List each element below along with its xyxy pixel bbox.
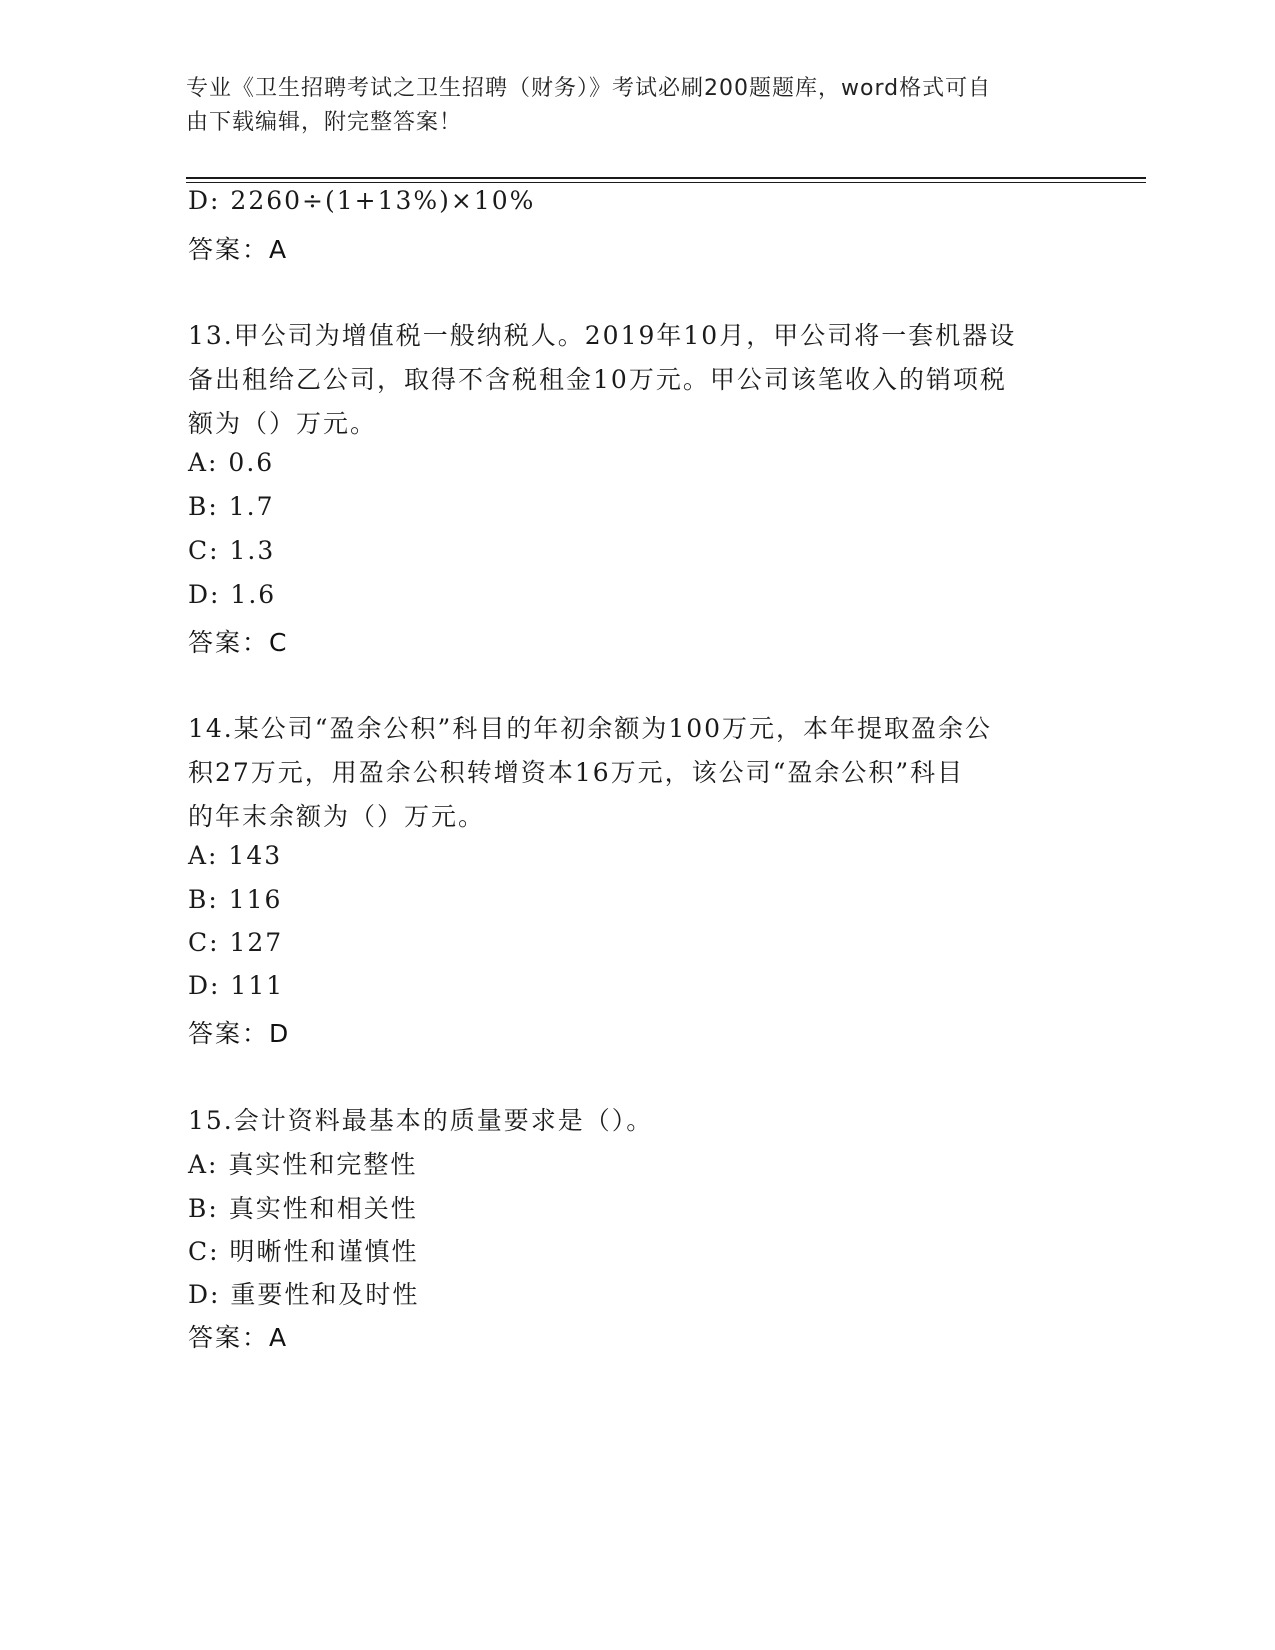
q13-answer: 答案：C	[188, 628, 289, 657]
header-divider-thin	[186, 182, 1146, 183]
q14-stem-line-1: 14.某公司“盈余公积”科目的年初余额为100万元，本年提取盈余公	[188, 714, 993, 743]
q12-option-d: D: 2260÷(1+13%)×10%	[188, 186, 536, 215]
q15-stem-line-1: 15.会计资料最基本的质量要求是（）。	[188, 1106, 654, 1135]
q15-option-d: D: 重要性和及时性	[188, 1280, 420, 1309]
q14-stem-line-3: 的年末余额为（）万元。	[188, 802, 486, 831]
q15-option-c: C: 明晰性和谨慎性	[188, 1237, 419, 1266]
header-line-2: 由下载编辑，附完整答案！	[186, 110, 463, 135]
q15-answer: 答案：A	[188, 1323, 289, 1352]
q14-option-c: C: 127	[188, 928, 284, 957]
q15-option-b: B: 真实性和相关性	[188, 1194, 418, 1223]
q14-option-a: A: 143	[188, 841, 283, 870]
q14-stem-line-2: 积27万元，用盈余公积转增资本16万元，该公司“盈余公积”科目	[188, 758, 965, 787]
q14-answer: 答案：D	[188, 1019, 291, 1048]
q13-option-b: B: 1.7	[188, 492, 275, 521]
q13-stem-line-3: 额为（）万元。	[188, 409, 378, 438]
q13-stem-line-1: 13.甲公司为增值税一般纳税人。2019年10月，甲公司将一套机器设	[188, 321, 1017, 350]
q13-stem-line-2: 备出租给乙公司，取得不含税租金10万元。甲公司该笔收入的销项税	[188, 365, 1007, 394]
q12-answer: 答案：A	[188, 235, 289, 264]
q13-option-a: A: 0.6	[188, 448, 275, 477]
q14-option-b: B: 116	[188, 885, 283, 914]
document-header	[186, 72, 1066, 140]
q13-option-c: C: 1.3	[188, 536, 276, 565]
q13-option-d: D: 1.6	[188, 580, 277, 609]
header-line-1: 专业《卫生招聘考试之卫生招聘（财务）》考试必刷200题题库，word格式可自	[186, 76, 992, 101]
header-divider-thick	[186, 177, 1146, 179]
q14-option-d: D: 111	[188, 971, 285, 1000]
q15-option-a: A: 真实性和完整性	[188, 1150, 418, 1179]
